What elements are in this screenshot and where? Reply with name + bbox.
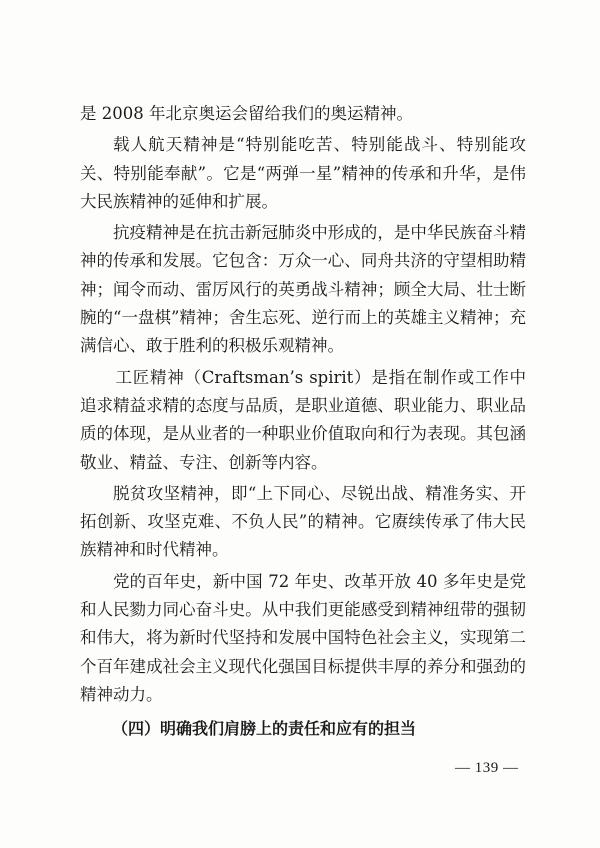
paragraph-olympic-ending: 是 2008 年北京奥运会留给我们的奥运精神。 [80, 104, 413, 123]
paragraph-pandemic-spirit: 抗疫精神是在抗击新冠肺炎中形成的，是中华民族奋斗精神的传承和发展。它包含：万众一心、同舟共济的守望相助精神；闻令而动、雷厉风行的英勇战斗精神；顾全大局、壮士断腕的“一盘棋”精神；舍生忘死、逆行而上的英雄主义精神；充满信心、敢于胜利的积极乐观精神。 [80, 223, 526, 356]
paragraph-poverty-alleviation-spirit: 脱贫攻坚精神，即“上下同心、尽锐出战、精准务实、开拓创新、攻坚克难、不负人民”的精神。它赓续传承了伟大民族精神和时代精神。 [80, 483, 526, 560]
section-heading: （四）明确我们肩膀上的责任和应有的担当 [112, 719, 417, 739]
paragraph-party-history: 党的百年史，新中国 72 年史、改革开放 40 多年史是党和人民勠力同心奋斗史。从中我们更能感受到精神纽带的强韧和伟大，将为新时代坚持和发展中国特色社会主义，实现第二个百年建成社会主义现代化强国目标提供丰厚的养分和强劲的精神动力。 [80, 571, 526, 704]
page-number: — 139 — [455, 760, 519, 776]
paragraph-craftsman-spirit: 工匠精神（Craftsman’s spirit）是指在制作或工作中追求精益求精的态度与品质，是职业道德、职业能力、职业品质的体现，是从业者的一种职业价值取向和行为表现。其包涵敬业、精益、专注、创新等内容。 [80, 367, 526, 472]
paragraph-space-spirit: 载人航天精神是“特别能吃苦、特别能战斗、特别能攻关、特别能奉献”。它是“两弹一星”精神的传承和升华，是伟大民族精神的延伸和扩展。 [80, 135, 526, 211]
body-text [80, 100, 526, 744]
